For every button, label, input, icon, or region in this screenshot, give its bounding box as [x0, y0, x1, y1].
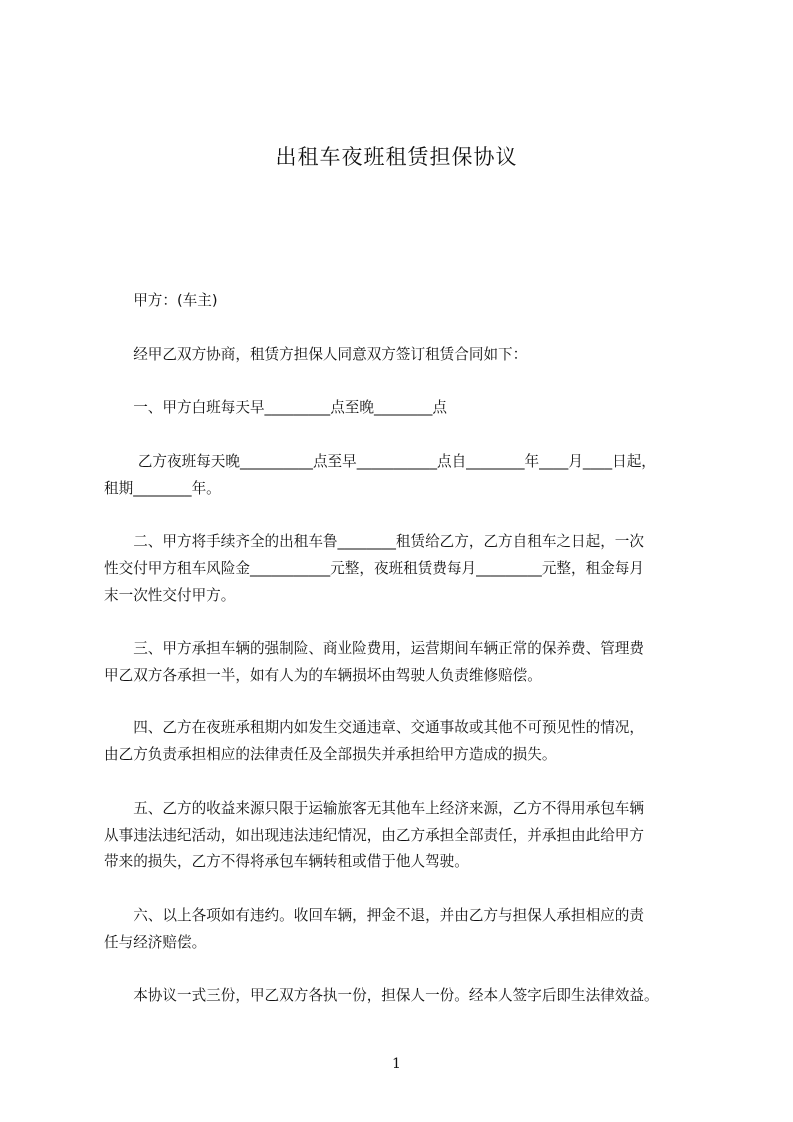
- clause-5-line-3: 带来的损失，乙方不得将承包车辆转租或借于他人驾驶。: [104, 853, 469, 870]
- clause-2-line-3: 末一次性交付甲方。: [104, 587, 236, 604]
- clause-3-line-1: 三、甲方承担车辆的强制险、商业险费用，运营期间车辆正常的保养费、管理费: [104, 640, 644, 657]
- clause-4-line-1: 四、乙方在夜班承租期内如发生交通违章、交通事故或其他不可预见性的情况，: [104, 719, 644, 736]
- document-title: 出租车夜班租赁担保协议: [275, 145, 518, 169]
- intro-line: 经甲乙双方协商，租赁方担保人同意双方签订租赁合同如下：: [104, 346, 528, 363]
- clause-2-line-2: 性交付甲方租车风险金___________元整，夜班租赁费每月_________元整，租金每月: [104, 560, 644, 577]
- clause-2-line-1: 二、甲方将手续齐全的出租车鲁________租赁给乙方，乙方自租车之日起，一次: [104, 533, 644, 550]
- closing-line: 本协议一式三份，甲乙双方各执一份，担保人一份。经本人签字后即生法律效益。: [104, 987, 659, 1004]
- clause-4-line-2: 由乙方负责承担相应的法律责任及全部损失并承担给甲方造成的损失。: [104, 746, 557, 763]
- clause-1-line-1: 一、甲方白班每天早_________点至晚________点: [104, 399, 447, 416]
- clause-5-line-2: 从事违法违纪活动，如出现违法违纪情况，由乙方承担全部责任，并承担由此给甲方: [104, 827, 644, 844]
- page-number: 1: [392, 1056, 401, 1072]
- party-a-line: 甲方：(车主): [104, 292, 218, 309]
- clause-6-line-2: 任与经济赔偿。: [104, 934, 207, 951]
- clause-6-line-1: 六、以上各项如有违约。收回车辆，押金不退，并由乙方与担保人承担相应的责: [104, 907, 644, 924]
- clause-1-line-2: 乙方夜班每天晚__________点至早___________点自________年____月____日起，: [104, 453, 656, 470]
- clause-3-line-2: 甲乙双方各承担一半，如有人为的车辆损坏由驾驶人负责维修赔偿。: [104, 667, 542, 684]
- clause-5-line-1: 五、乙方的收益来源只限于运输旅客无其他车上经济来源，乙方不得用承包车辆: [104, 800, 644, 817]
- clause-1-line-3: 租期________年。: [104, 480, 221, 497]
